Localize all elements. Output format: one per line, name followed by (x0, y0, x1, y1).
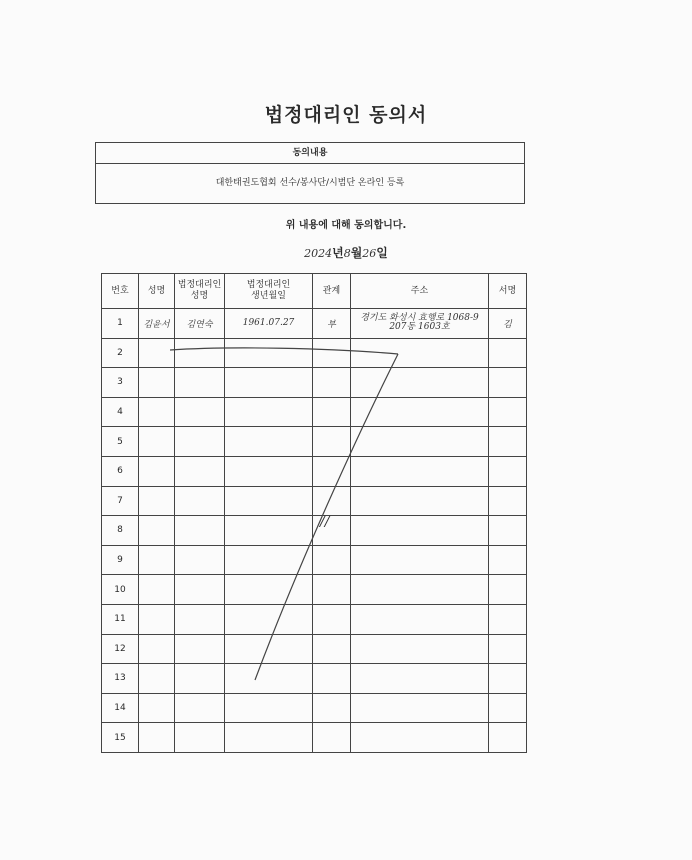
address-cell (351, 368, 489, 398)
month-label: 월 (350, 246, 363, 260)
guardian-name-cell (175, 723, 225, 753)
guardian-birthdate-cell (225, 604, 313, 634)
table-row (102, 693, 527, 723)
student-name-cell (139, 634, 175, 664)
handwritten-year: 2024 (304, 247, 333, 260)
table-row (102, 456, 527, 486)
row-number-cell: 12 (102, 634, 139, 664)
row-number-cell: 9 (102, 545, 139, 575)
relation-cell (313, 368, 351, 398)
signature-cell (489, 368, 527, 398)
relation-cell (313, 723, 351, 753)
student-name-cell (139, 486, 175, 516)
table-row (102, 516, 527, 546)
relation-cell (313, 634, 351, 664)
signature-cell (489, 486, 527, 516)
address-cell (351, 634, 489, 664)
signature-cell (489, 634, 527, 664)
relation-cell (313, 427, 351, 457)
row-number-cell: 10 (102, 575, 139, 605)
guardian-name-cell (175, 545, 225, 575)
row-number-cell: 8 (102, 516, 139, 546)
student-name-cell (139, 575, 175, 605)
table-row (102, 664, 527, 694)
student-name-cell (139, 427, 175, 457)
guardian-name-cell (175, 397, 225, 427)
guardian-birthdate-cell (225, 545, 313, 575)
guardian-birthdate-cell: 1961.07.27 (225, 309, 313, 339)
guardian-birthdate-cell (225, 486, 313, 516)
guardian-name-cell (175, 634, 225, 664)
address-cell (351, 516, 489, 546)
guardian-name-cell (175, 456, 225, 486)
student-name-cell (139, 723, 175, 753)
guardian-name-cell (175, 338, 225, 368)
relation-cell (313, 604, 351, 634)
row-number-cell: 6 (102, 456, 139, 486)
table-row (102, 338, 527, 368)
guardian-birthdate-cell (225, 664, 313, 694)
table-row (102, 427, 527, 457)
address-cell (351, 693, 489, 723)
guardian-birthdate-cell (225, 397, 313, 427)
guardian-birthdate-cell (225, 427, 313, 457)
row-number-cell: 14 (102, 693, 139, 723)
header-guardian-name: 법정대리인 성명 (175, 274, 225, 309)
relation-cell (313, 545, 351, 575)
day-label: 일 (376, 246, 388, 260)
guardian-name-cell (175, 693, 225, 723)
header-name: 성명 (139, 274, 175, 309)
guardian-birthdate-cell (225, 634, 313, 664)
address-cell: 경기도 화성시 효행로 1068-9 207동 1603호 (351, 309, 489, 339)
consent-header: 동의내용 (96, 143, 524, 164)
student-name-cell (139, 664, 175, 694)
signature-cell: 김 (489, 309, 527, 339)
guardian-name-cell (175, 575, 225, 605)
consent-box (95, 142, 525, 204)
header-guardian-birthdate: 법정대리인 생년월일 (225, 274, 313, 309)
relation-cell (313, 693, 351, 723)
header-signature: 서명 (489, 274, 527, 309)
year-label: 년 (332, 246, 344, 260)
signature-cell (489, 693, 527, 723)
student-name-cell (139, 397, 175, 427)
student-name-cell (139, 545, 175, 575)
signature-cell (489, 516, 527, 546)
relation-cell (313, 516, 351, 546)
document-title: 법정대리인 동의서 (264, 104, 428, 126)
signature-cell (489, 397, 527, 427)
address-cell (351, 456, 489, 486)
table-row (102, 545, 527, 575)
signature-cell (489, 575, 527, 605)
signature-cell (489, 723, 527, 753)
table-header-row (102, 274, 527, 309)
guardian-birthdate-cell (225, 575, 313, 605)
agreement-statement: 위 내용에 대해 동의합니다. (285, 220, 407, 231)
guardian-name-cell (175, 427, 225, 457)
guardian-table (101, 273, 527, 753)
relation-cell (313, 575, 351, 605)
relation-cell (313, 456, 351, 486)
address-cell (351, 723, 489, 753)
header-address: 주소 (351, 274, 489, 309)
relation-cell (313, 397, 351, 427)
relation-cell: 부 (313, 309, 351, 339)
address-cell (351, 338, 489, 368)
signature-cell (489, 604, 527, 634)
guardian-name-cell (175, 486, 225, 516)
student-name-cell: 김윤서 (139, 309, 175, 339)
guardian-name-cell (175, 368, 225, 398)
address-cell (351, 575, 489, 605)
row-number-cell: 4 (102, 397, 139, 427)
row-number-cell: 7 (102, 486, 139, 516)
signature-cell (489, 456, 527, 486)
row-number-cell: 5 (102, 427, 139, 457)
table-row (102, 604, 527, 634)
guardian-birthdate-cell (225, 723, 313, 753)
student-name-cell (139, 368, 175, 398)
guardian-birthdate-cell (225, 338, 313, 368)
table-row (102, 309, 527, 339)
student-name-cell (139, 604, 175, 634)
handwritten-month: 8 (343, 247, 351, 260)
guardian-name-cell (175, 664, 225, 694)
table-row (102, 575, 527, 605)
signature-cell (489, 338, 527, 368)
guardian-birthdate-cell (225, 368, 313, 398)
address-cell (351, 486, 489, 516)
signature-cell (489, 427, 527, 457)
guardian-name-cell (175, 604, 225, 634)
student-name-cell (139, 516, 175, 546)
guardian-name-cell: 김연숙 (175, 309, 225, 339)
student-name-cell (139, 456, 175, 486)
header-relation: 관계 (313, 274, 351, 309)
student-name-cell (139, 338, 175, 368)
address-cell (351, 604, 489, 634)
consent-body: 대한태권도협회 선수/봉사단/시범단 온라인 등록 (215, 178, 405, 188)
row-number-cell: 11 (102, 604, 139, 634)
guardian-birthdate-cell (225, 516, 313, 546)
row-number-cell: 15 (102, 723, 139, 753)
signature-cell (489, 545, 527, 575)
table-row (102, 368, 527, 398)
relation-cell (313, 486, 351, 516)
row-number-cell: 2 (102, 338, 139, 368)
relation-cell (313, 664, 351, 694)
table-row (102, 723, 527, 753)
guardian-birthdate-cell (225, 693, 313, 723)
address-cell (351, 397, 489, 427)
strike-slash-mark: // (320, 514, 330, 530)
guardian-name-cell (175, 516, 225, 546)
table-row (102, 397, 527, 427)
row-number-cell: 13 (102, 664, 139, 694)
relation-cell (313, 338, 351, 368)
row-number-cell: 1 (102, 309, 139, 339)
table-row (102, 486, 527, 516)
header-number: 번호 (102, 274, 139, 309)
handwritten-day: 26 (362, 247, 377, 260)
table-row (102, 634, 527, 664)
address-cell (351, 427, 489, 457)
student-name-cell (139, 693, 175, 723)
row-number-cell: 3 (102, 368, 139, 398)
address-cell (351, 545, 489, 575)
address-cell (351, 664, 489, 694)
guardian-birthdate-cell (225, 456, 313, 486)
date-line (0, 244, 692, 261)
signature-cell (489, 664, 527, 694)
